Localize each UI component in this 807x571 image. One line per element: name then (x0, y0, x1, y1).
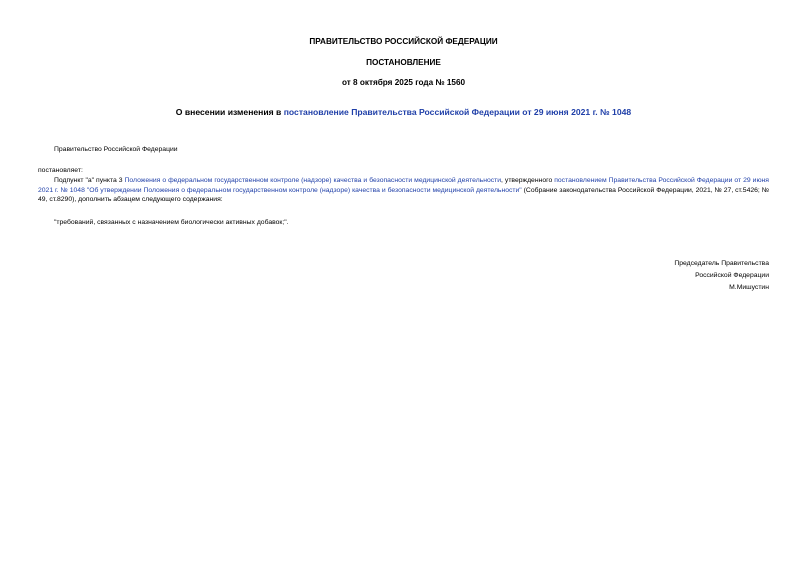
para-mid: , утвержденного (501, 177, 555, 184)
signature-title: Председатель Правительства (674, 260, 769, 267)
date-and-number: от 8 октября 2025 года № 1560 (341, 78, 466, 87)
signature-country: Российской Федерации (695, 272, 769, 279)
document-title (0, 107, 807, 117)
signature-name: М.Мишустин (729, 284, 769, 291)
document-type: ПОСТАНОВЛЕНИЕ (366, 58, 441, 67)
issuer-text: Правительство Российской Федерации (54, 146, 178, 153)
signature-block (674, 258, 769, 294)
resolves-text: постановляет: (38, 167, 83, 174)
inserted-quote: "требований, связанных с назначением биологически активных добавок;". (54, 219, 289, 226)
title-link[interactable]: постановление Правительства Российской Федерации от 29 июня 2021 г. № 1048 (283, 107, 632, 117)
title-prefix: О внесении изменения в (175, 107, 284, 117)
government-heading: ПРАВИТЕЛЬСТВО РОССИЙСКОЙ ФЕДЕРАЦИИ (309, 37, 498, 46)
resolution-link[interactable]: постановлением Правительства Российской Федерации от 29 июня 2021 г. № 1048 "Об утверждении Положения о федеральном государственном контроле (надзоре) качества и безопасности медицинской деятельности" (38, 177, 769, 194)
para-after: (Собрание законодательства Российской Федерации, 2021, № 27, ст.5426; № 49, ст.8290), дополнить абзацем следующего содержания: (38, 186, 770, 204)
amendment-paragraph (38, 176, 769, 205)
regulation-link[interactable]: Положения о федеральном государственном контроле (надзоре) качества и безопасности медицинской деятельности (124, 177, 502, 184)
para-before: Подпункт "а" пункта 3 (54, 177, 125, 184)
